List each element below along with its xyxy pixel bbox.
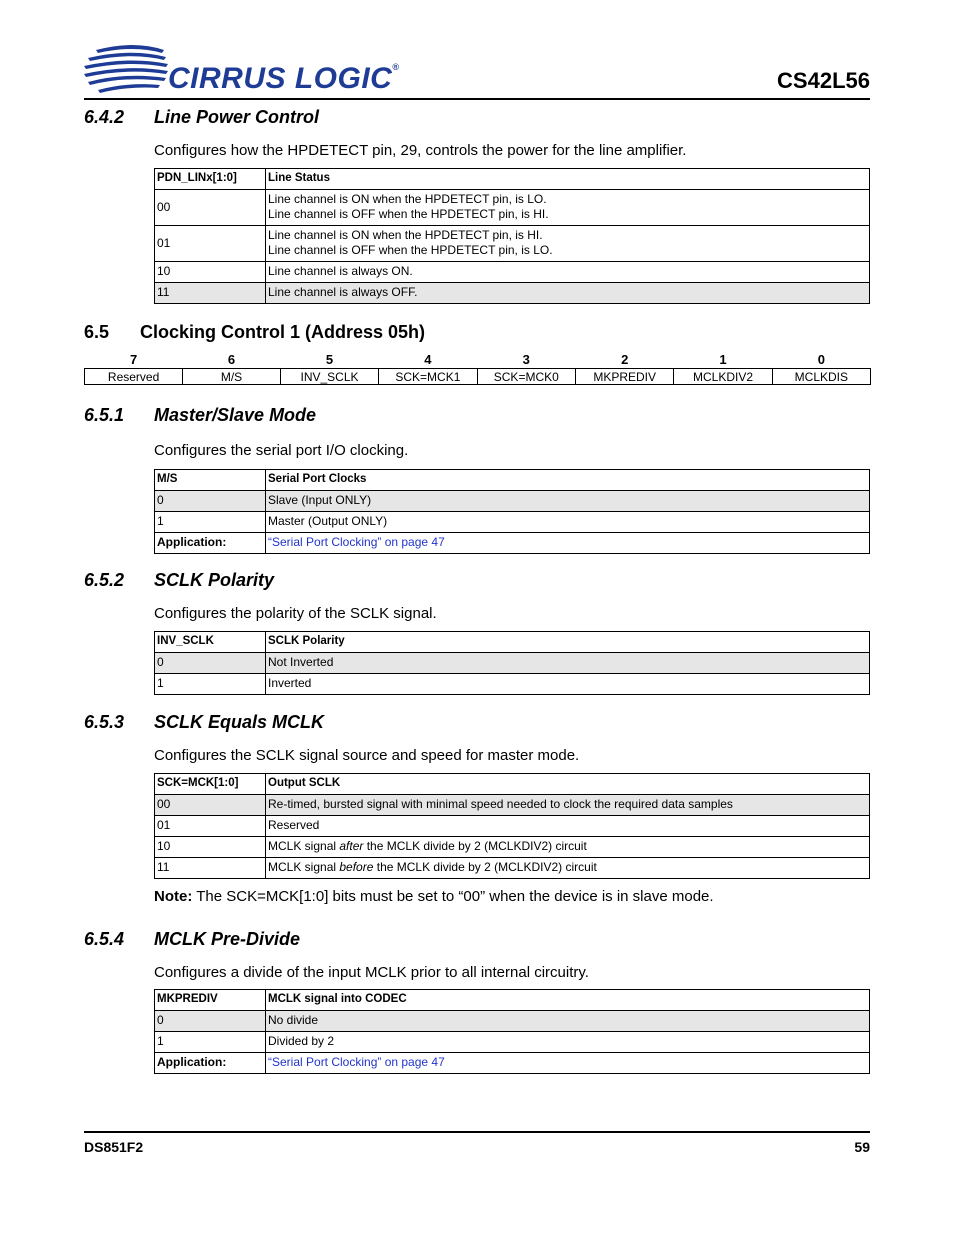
- footer-rule: [84, 1131, 870, 1133]
- table-row: [155, 653, 870, 674]
- bit-number-row: [85, 351, 871, 369]
- bit-value: 1: [155, 674, 266, 695]
- bit-name: MCLKDIS: [772, 369, 870, 385]
- table-row: [155, 512, 870, 533]
- bit-value: 0: [155, 491, 266, 512]
- section-heading-6-5-2: [84, 570, 274, 591]
- application-link[interactable]: “Serial Port Clocking” on page 47: [268, 1055, 445, 1069]
- section-title: MCLK Pre-Divide: [154, 929, 301, 949]
- bit-value: 01: [155, 226, 266, 262]
- application-label: Application:: [155, 1053, 266, 1074]
- bit-number: 4: [424, 352, 432, 367]
- bit-value: 1: [155, 512, 266, 533]
- section-description: Configures a divide of the input MCLK prior to all internal circuitry.: [154, 964, 589, 981]
- section-description: Configures the SCLK signal source and speed for master mode.: [154, 747, 580, 764]
- bit-value: 0: [155, 653, 266, 674]
- table-row: [155, 858, 870, 879]
- table-row: [155, 1011, 870, 1032]
- bit-description: Inverted: [266, 674, 870, 695]
- part-number: CS42L56: [777, 68, 870, 93]
- line-power-control-table: [154, 168, 870, 304]
- column-header: Output SCLK: [266, 774, 870, 795]
- table-row: [155, 491, 870, 512]
- bit-name: SCK=MCK1: [379, 369, 477, 385]
- description-line: Line channel is ON when the HPDETECT pin, is HI.: [268, 228, 543, 242]
- header-rule: [84, 98, 870, 100]
- column-header: PDN_LINx[1:0]: [155, 169, 266, 190]
- description-line: Line channel is OFF when the HPDETECT pin, is HI.: [268, 207, 549, 221]
- bit-name: MCLKDIV2: [674, 369, 772, 385]
- bit-description: Line channel is always OFF.: [266, 283, 870, 304]
- sclk-equals-mclk-table: [154, 773, 870, 879]
- table-header-row: [155, 470, 870, 491]
- bit-description: Master (Output ONLY): [266, 512, 870, 533]
- bit-value: 00: [155, 190, 266, 226]
- description-text: the MCLK divide by 2 (MCLKDIV2) circuit: [373, 860, 597, 874]
- note: [154, 888, 714, 905]
- description-text: the MCLK divide by 2 (MCLKDIV2) circuit: [363, 839, 587, 853]
- section-title: Master/Slave Mode: [154, 405, 317, 425]
- table-row: [155, 795, 870, 816]
- registered-mark: ®: [392, 62, 400, 72]
- table-row: [155, 283, 870, 304]
- bit-number: 3: [522, 352, 530, 367]
- bit-description: [266, 190, 870, 226]
- bit-description: [266, 837, 870, 858]
- description-text: MCLK signal: [268, 860, 340, 874]
- page-number: 59: [854, 1139, 870, 1155]
- description-line: Line channel is ON when the HPDETECT pin, is LO.: [268, 192, 547, 206]
- section-number: 6.5: [84, 322, 110, 342]
- description-emphasis: after: [339, 839, 364, 853]
- bit-name: SCK=MCK0: [477, 369, 575, 385]
- table-row: [155, 674, 870, 695]
- bit-description: Re-timed, bursted signal with minimal speed needed to clock the required data samples: [266, 795, 870, 816]
- description-line: Line channel is OFF when the HPDETECT pin, is LO.: [268, 243, 553, 257]
- bit-value: 1: [155, 1032, 266, 1053]
- mclk-pre-divide-table: [154, 989, 870, 1074]
- table-header-row: [155, 774, 870, 795]
- column-header: M/S: [155, 470, 266, 491]
- bit-description: Slave (Input ONLY): [266, 491, 870, 512]
- column-header: INV_SCLK: [155, 632, 266, 653]
- section-title: SCLK Equals MCLK: [154, 712, 325, 732]
- column-header: Line Status: [266, 169, 870, 190]
- table-row: [155, 190, 870, 226]
- table-header-row: [155, 169, 870, 190]
- table-row: [155, 226, 870, 262]
- application-row: [155, 533, 870, 554]
- section-number: 6.5.2: [84, 570, 125, 590]
- bit-description: Not Inverted: [266, 653, 870, 674]
- column-header: SCK=MCK[1:0]: [155, 774, 266, 795]
- section-number: 6.5.4: [84, 929, 125, 949]
- table-row: [155, 837, 870, 858]
- section-description: Configures the polarity of the SCLK signal.: [154, 605, 437, 622]
- company-logo-text: [168, 62, 399, 96]
- bit-description: Reserved: [266, 816, 870, 837]
- bit-description: [266, 858, 870, 879]
- bit-description: Divided by 2: [266, 1032, 870, 1053]
- bit-value: 11: [155, 283, 266, 304]
- sclk-polarity-table: [154, 631, 870, 695]
- section-number: 6.5.3: [84, 712, 125, 732]
- bit-number: 0: [817, 352, 825, 367]
- table-header-row: [155, 990, 870, 1011]
- section-number: 6.5.1: [84, 405, 125, 425]
- table-row: [155, 1032, 870, 1053]
- section-number: 6.4.2: [84, 107, 125, 127]
- bit-value: 01: [155, 816, 266, 837]
- application-link[interactable]: “Serial Port Clocking” on page 47: [268, 535, 445, 549]
- column-header: MCLK signal into CODEC: [266, 990, 870, 1011]
- bit-description: [266, 226, 870, 262]
- section-heading-6-5-4: [84, 929, 300, 950]
- bit-number: 1: [719, 352, 727, 367]
- note-label: Note:: [154, 888, 193, 905]
- section-heading-6-5-1: [84, 405, 316, 426]
- column-header: MKPREDIV: [155, 990, 266, 1011]
- section-heading-6-4-2: [84, 107, 319, 128]
- bit-description: No divide: [266, 1011, 870, 1032]
- bit-description: Line channel is always ON.: [266, 262, 870, 283]
- section-description: Configures how the HPDETECT pin, 29, controls the power for the line amplifier.: [154, 142, 687, 159]
- bit-value: 10: [155, 837, 266, 858]
- bit-name: INV_SCLK: [280, 369, 378, 385]
- bit-number: 2: [621, 352, 629, 367]
- table-header-row: [155, 632, 870, 653]
- bit-name-row: [85, 369, 871, 385]
- logo-wordmark: CIRRUS LOGIC: [168, 62, 393, 95]
- table-row: [155, 816, 870, 837]
- description-emphasis: before: [339, 860, 374, 874]
- section-title: Line Power Control: [154, 107, 320, 127]
- table-row: [155, 262, 870, 283]
- document-id: DS851F2: [84, 1139, 144, 1155]
- application-row: [155, 1053, 870, 1074]
- description-text: MCLK signal: [268, 839, 340, 853]
- section-heading-6-5: [84, 322, 425, 343]
- bit-name: Reserved: [85, 369, 183, 385]
- bit-value: 00: [155, 795, 266, 816]
- note-text: The SCK=MCK[1:0] bits must be set to “00” when the device is in slave mode.: [192, 888, 714, 905]
- column-header: SCLK Polarity: [266, 632, 870, 653]
- bit-value: 10: [155, 262, 266, 283]
- bit-number: 7: [129, 352, 138, 367]
- master-slave-table: [154, 469, 870, 554]
- section-description: Configures the serial port I/O clocking.: [154, 442, 409, 459]
- bit-value: 0: [155, 1011, 266, 1032]
- section-heading-6-5-3: [84, 712, 324, 733]
- section-title: SCLK Polarity: [154, 570, 275, 590]
- bit-number: 6: [227, 352, 236, 367]
- bit-name: M/S: [183, 369, 281, 385]
- bit-value: 11: [155, 858, 266, 879]
- column-header: Serial Port Clocks: [266, 470, 870, 491]
- register-bit-map: [84, 351, 871, 385]
- bit-number: 5: [325, 352, 334, 367]
- bit-name: MKPREDIV: [576, 369, 674, 385]
- section-title: Clocking Control 1 (Address 05h): [140, 322, 426, 342]
- application-label: Application:: [155, 533, 266, 554]
